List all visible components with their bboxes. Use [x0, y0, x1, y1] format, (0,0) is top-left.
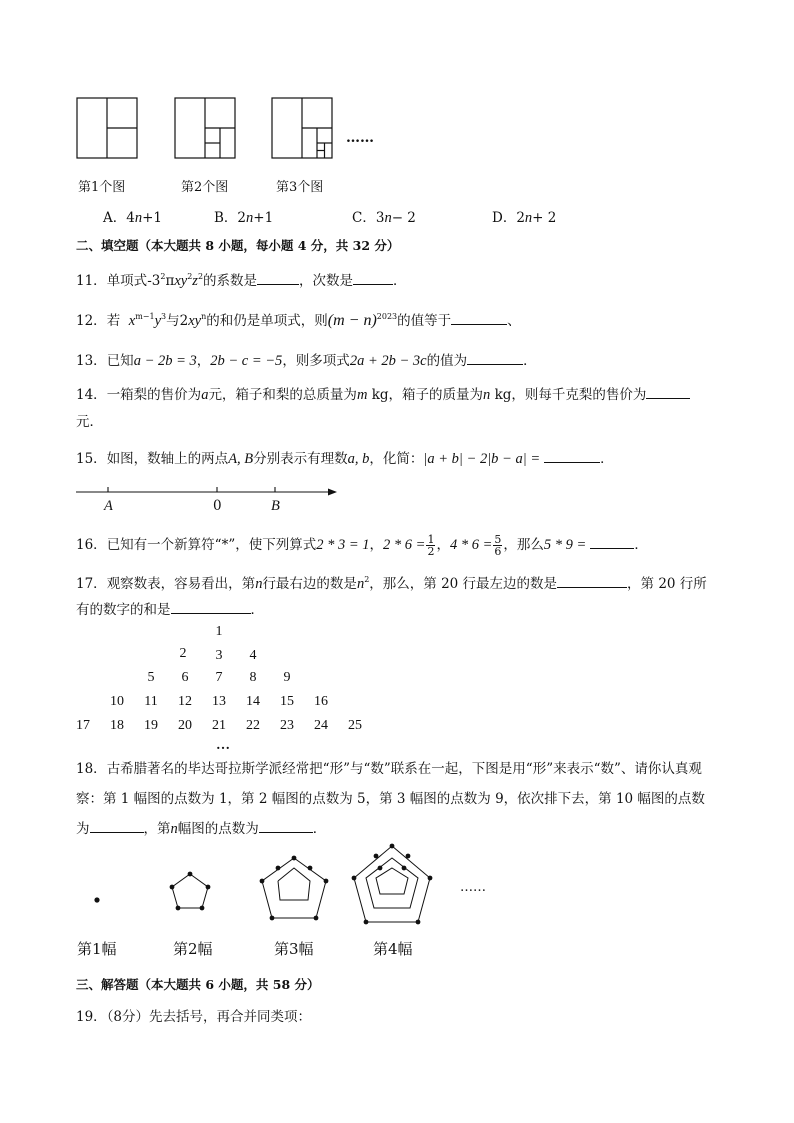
triangle-cell: 6: [181, 670, 189, 685]
option-d: D．2n+ 2: [492, 210, 557, 226]
triangle-cell: 22: [246, 718, 260, 733]
question-16: 16．已知有一个新算符“*”，使下列算式2 * 3 = 1，2 * 6 = $\frac{1}{2}$ ，4 * 6 = $\frac{5}{6}$ ，那么5 * 9 = ．: [76, 533, 648, 558]
answer-blank[interactable]: [451, 312, 507, 325]
triangle-cell: 16: [314, 694, 328, 709]
square-caption-3: 第3个图: [276, 180, 324, 195]
pentagon-caption-4: 第4幅: [373, 940, 413, 958]
question-13: 13．已知a − 2b = 3，2b − c = −5，则多项式2a + 2b − 3c的值为 ．: [76, 353, 537, 369]
square-figure-3: [272, 98, 332, 158]
answer-blank[interactable]: [353, 272, 393, 285]
number-line-label-zero: 0: [213, 498, 222, 514]
section-2-title: 二、填空题（本大题共 8 小题，每小题 4 分，共 32 分）: [76, 238, 400, 253]
question-14: 14．一箱梨的售价为a元，箱子和梨的总质量为m kg，箱子的质量为n kg，则每千克梨的售价为: [76, 386, 690, 404]
question-15: 15．如图，数轴上的两点A, B分别表示有理数a, b，化简：|a + b| − 2|b − a| = ．: [76, 451, 614, 467]
question-17-line-2: 有的数字的和是 ．: [76, 602, 264, 618]
answer-blank[interactable]: [467, 352, 523, 365]
square-figures-ellipsis: ……: [346, 130, 374, 146]
question-12: 12．若 $x^{m-1}y^3$与$2xy^n$的和仍是单项式，则$(m - n)^{2023}$的值等于 、: [76, 312, 521, 329]
answer-blank[interactable]: [646, 386, 690, 399]
triangle-cell: 14: [246, 694, 260, 709]
triangle-cell: 20: [178, 718, 192, 733]
triangle-cell: 15: [280, 694, 294, 709]
number-line-arrow: [328, 489, 337, 496]
triangle-cell: 25: [348, 718, 362, 733]
number-line-label-a: A: [104, 498, 113, 514]
option-b: B．2n+1: [214, 210, 274, 226]
square-figures: [0, 0, 794, 200]
answer-blank[interactable]: [590, 536, 634, 549]
triangle-cell: 18: [110, 718, 124, 733]
answer-blank[interactable]: [544, 450, 600, 463]
answer-blank[interactable]: [259, 820, 313, 833]
triangle-cell: 21: [212, 718, 226, 733]
pentagon-figure-2: [170, 872, 211, 911]
triangle-cell: 5: [147, 670, 155, 685]
triangle-cell: 9: [283, 670, 291, 685]
fraction-one-half: $\frac{1}{2}$: [427, 533, 435, 558]
option-c: C．3n− 2: [352, 210, 416, 226]
triangle-cell: 11: [144, 694, 158, 709]
triangle-cell: 13: [212, 694, 226, 709]
triangle-cell: 10: [110, 694, 124, 709]
square-caption-1: 第1个图: [78, 180, 126, 195]
triangle-cell: 3: [215, 648, 223, 663]
question-14-unit: 元．: [76, 414, 103, 430]
triangle-dots: …: [216, 738, 230, 753]
answer-blank[interactable]: [171, 601, 251, 614]
triangle-cell: 7: [215, 670, 223, 685]
triangle-cell: 12: [178, 694, 192, 709]
answer-blank[interactable]: [557, 575, 627, 588]
question-18-line-1: 18．古希腊著名的毕达哥拉斯学派经常把“形”与“数”联系在一起，下图是用“形”来表示“数”、请你认真观: [76, 761, 702, 777]
question-18-line-3: 为 ，第n幅图的点数为 ．: [76, 821, 327, 837]
question-19: 19．（8分）先去括号，再合并同类项：: [76, 1009, 312, 1025]
answer-blank[interactable]: [257, 272, 299, 285]
square-caption-2: 第2个图: [181, 180, 229, 195]
section-3-title: 三、解答题（本大题共 6 小题，共 58 分）: [76, 977, 320, 992]
triangle-cell: 24: [314, 718, 328, 733]
question-11: 11．单项式$-3^2\pi xy^2z^2$的系数是 ，次数是 ．: [76, 272, 407, 289]
pentagon-caption-1: 第1幅: [77, 940, 117, 958]
question-17: 17．观察数表，容易看出，第n行最右边的数是$n^2$，那么，第 20 行最左边的数是 ，第 20 行所: [76, 575, 707, 592]
triangle-cell: 8: [249, 670, 257, 685]
pentagon-caption-2: 第2幅: [173, 940, 213, 958]
pentagon-figure-3: [260, 856, 329, 921]
question-18-line-2: 察：第 1 幅图的点数为 1，第 2 幅图的点数为 5，第 3 幅图的点数为 9，依次排下去，第 10 幅图的点数: [76, 791, 705, 807]
square-figure-2: [175, 98, 235, 158]
answer-blank[interactable]: [90, 820, 144, 833]
number-line: [0, 482, 794, 522]
option-a: A．4n+1: [103, 210, 162, 226]
pentagon-figure-4: [352, 844, 433, 925]
triangle-cell: 2: [179, 646, 187, 661]
fraction-five-sixths: $\frac{5}{6}$: [494, 533, 502, 558]
triangle-cell: 17: [76, 718, 90, 733]
triangle-cell: 19: [144, 718, 158, 733]
square-figure-1: [77, 98, 137, 158]
number-line-label-b: B: [271, 498, 280, 514]
pentagon-figures-ellipsis: ……: [460, 880, 486, 895]
triangle-cell: 23: [280, 718, 294, 733]
triangle-cell: 1: [215, 624, 223, 639]
pentagon-caption-3: 第3幅: [274, 940, 314, 958]
triangle-cell: 4: [249, 648, 257, 663]
pentagon-figure-1: [94, 897, 99, 902]
